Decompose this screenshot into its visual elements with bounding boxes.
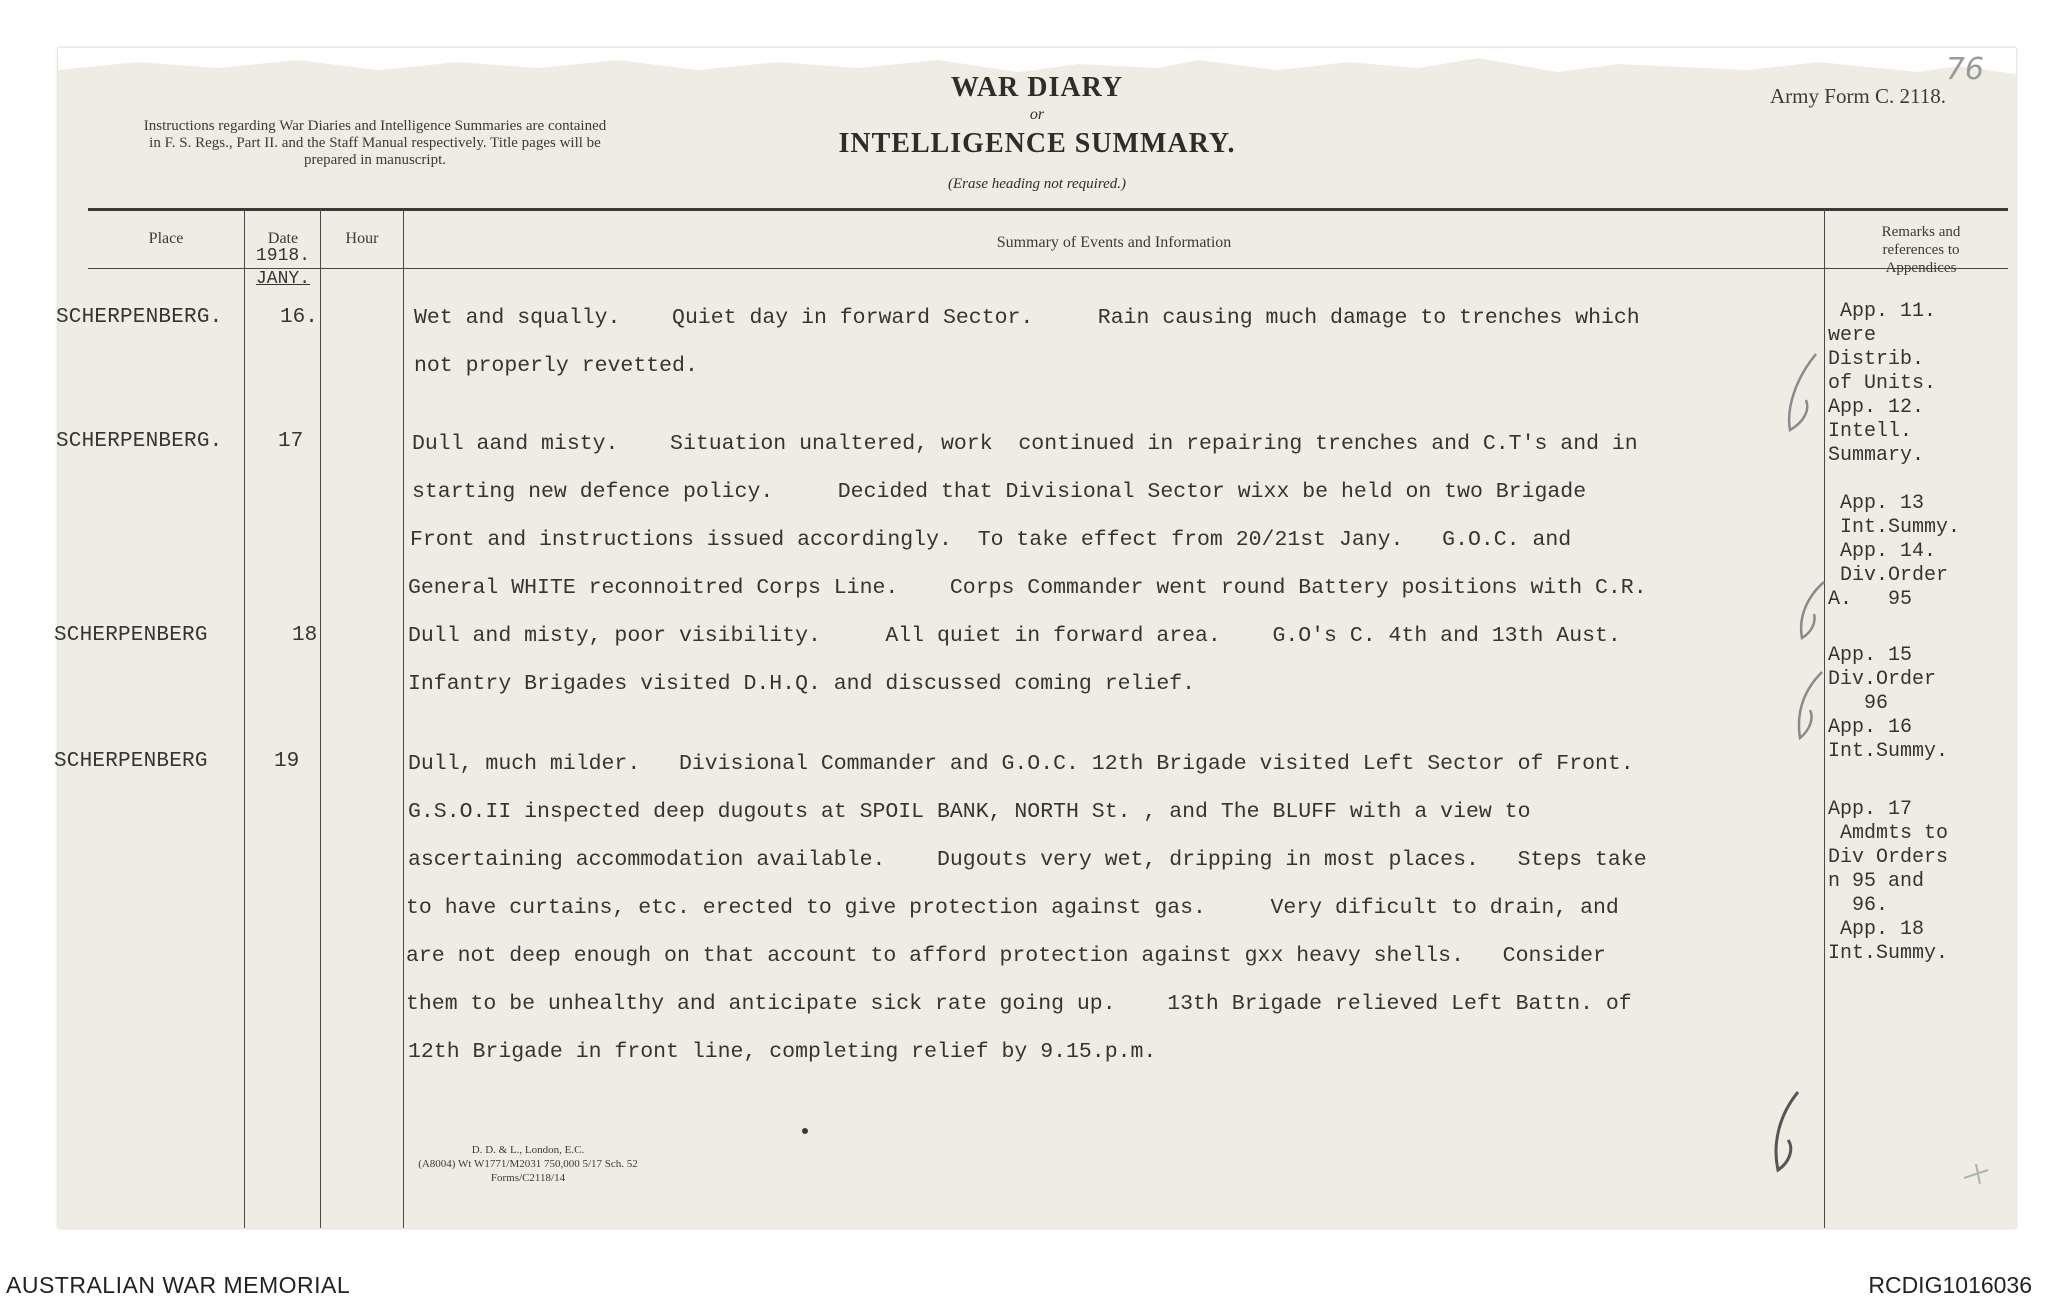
remarks-line: Amdmts to <box>1828 822 1949 845</box>
column-header-remarks-2: references to <box>1882 242 1960 258</box>
remarks-line: Div.Order <box>1828 564 1949 587</box>
entry-date: 19 <box>274 750 300 773</box>
remarks-line: Div Orders <box>1828 846 1949 869</box>
entry-date: 17 <box>278 430 304 453</box>
remarks-line: App. 16 <box>1828 716 1913 739</box>
pencil-tick-icon <box>1758 1086 1818 1176</box>
remarks-line: n 95 and <box>1828 870 1925 893</box>
entry-line: starting new defence policy. Decided that Divisional Sector wixx be held on two Brigade <box>412 480 1587 504</box>
remarks-line: Int.Summy. <box>1828 942 1949 965</box>
diary-sheet <box>54 48 2016 1228</box>
remarks-line: Intell. <box>1828 420 1913 443</box>
entry-place: SCHERPENBERG. <box>56 306 223 329</box>
pencil-tick-icon <box>1778 578 1838 648</box>
column-header-year: 1918. <box>255 246 310 266</box>
imprint-line-2: (A8004) Wt W1771/M2031 750,000 5/17 Sch. 52 Forms/C2118/14 <box>418 1158 638 1184</box>
entry-line: to have curtains, etc. erected to give protection against gas. Very dificult to drain, and <box>406 896 1619 920</box>
title-war-diary: WAR DIARY <box>950 72 1124 103</box>
entry-line: Wet and squally. Quiet day in forward Sector. Rain causing much damage to trenches which <box>414 306 1640 330</box>
remarks-line: Summary. <box>1828 444 1925 467</box>
remarks-line: 96. <box>1828 894 1889 917</box>
entry-line: Front and instructions issued accordingly. To take effect from 20/21st Jany. G.O.C. and <box>410 528 1572 552</box>
remarks-line: 96 <box>1828 692 1889 715</box>
pencil-tick-icon <box>1776 348 1836 438</box>
column-header-remarks-1: Remarks and <box>1881 224 1961 240</box>
entry-line: General WHITE reconnoitred Corps Line. Corps Commander went round Battery positions with C.R. <box>408 576 1647 600</box>
entry-line: G.S.O.II inspected deep dugouts at SPOIL BANK, NORTH St. , and The BLUFF with a view to <box>408 800 1531 824</box>
remarks-line: App. 11. <box>1828 300 1937 323</box>
remarks-line: were <box>1828 324 1877 347</box>
printer-imprint <box>408 1143 648 1185</box>
header-bottom-rule <box>88 268 2008 269</box>
column-header-date: Date <box>267 230 299 247</box>
instructions-note: Instructions regarding War Diaries and Intelligence Summaries are contained in F. S. Regs., Part II. and the Staff Manual respectively. Title pages will be prepared in manuscript. <box>143 118 607 168</box>
entry-line: Dull, much milder. Divisional Commander and G.O.C. 12th Brigade visited Left Sector of Front. <box>408 752 1634 776</box>
column-header-month: JANY. <box>255 269 310 289</box>
star-mark <box>802 1128 808 1134</box>
column-rule-hour <box>320 208 321 1228</box>
title-or: or <box>1029 106 1045 123</box>
column-header-hour: Hour <box>345 230 379 247</box>
entry-line: Dull aand misty. Situation unaltered, work continued in repairing trenches and C.T's and in <box>412 432 1638 456</box>
entry-line: 12th Brigade in front line, completing relief by 9.15.p.m. <box>408 1040 1157 1064</box>
pencil-page-number: 76 <box>1945 52 1984 87</box>
army-form-number: Army Form C. 2118. <box>1770 84 1946 108</box>
entry-line: them to be unhealthy and anticipate sick rate going up. 13th Brigade relieved Left Battn. of <box>406 992 1632 1016</box>
remarks-line: Distrib. <box>1828 348 1925 371</box>
pencil-tick-icon <box>1774 668 1834 748</box>
entry-line: Infantry Brigades visited D.H.Q. and discussed coming relief. <box>408 672 1196 696</box>
footer-archive-name: AUSTRALIAN WAR MEMORIAL <box>6 1272 351 1298</box>
entry-place: SCHERPENBERG. <box>56 430 223 453</box>
column-header-place: Place <box>148 230 184 247</box>
remarks-line: Div.Order <box>1828 668 1937 691</box>
title-erase-note: (Erase heading not required.) <box>947 176 1127 192</box>
column-rule-date <box>244 208 245 1228</box>
footer-record-id: RCDIG1016036 <box>1868 1272 2032 1298</box>
remarks-line: App. 17 <box>1828 798 1913 821</box>
imprint-line-1: D. D. & L., London, E.C. <box>471 1144 585 1156</box>
title-intelligence-summary: INTELLIGENCE SUMMARY. <box>838 128 1236 159</box>
torn-edge <box>58 48 2016 74</box>
entry-line: not properly revetted. <box>414 354 698 378</box>
remarks-line: App. 18 <box>1828 918 1925 941</box>
entry-line: Dull and misty, poor visibility. All quiet in forward area. G.O's C. 4th and 13th Aust. <box>408 624 1621 648</box>
entry-place: SCHERPENBERG <box>54 624 208 647</box>
remarks-line: App. 14. <box>1828 540 1937 563</box>
entry-date: 18 <box>292 624 318 647</box>
remarks-line: App. 15 <box>1828 644 1913 667</box>
remarks-line: App. 13 <box>1828 492 1925 515</box>
entry-date: 16. <box>280 306 318 329</box>
header-top-rule <box>88 208 2008 211</box>
entry-place: SCHERPENBERG <box>54 750 208 773</box>
column-header-remarks-3: Appendices <box>1885 260 1957 276</box>
remarks-line: Int.Summy. <box>1828 516 1961 539</box>
column-header-summary: Summary of Events and Information <box>996 234 1232 251</box>
entry-line: are not deep enough on that account to afford protection against gxx heavy shells. Consider <box>406 944 1606 968</box>
remarks-line: A. 95 <box>1828 588 1913 611</box>
pencil-mark-icon <box>1958 1158 1998 1188</box>
remarks-line: App. 12. <box>1828 396 1925 419</box>
column-rule-summary <box>403 208 404 1228</box>
remarks-line: of Units. <box>1828 372 1937 395</box>
remarks-line: Int.Summy. <box>1828 740 1949 763</box>
entry-line: ascertaining accommodation available. Dugouts very wet, dripping in most places. Steps take <box>408 848 1647 872</box>
